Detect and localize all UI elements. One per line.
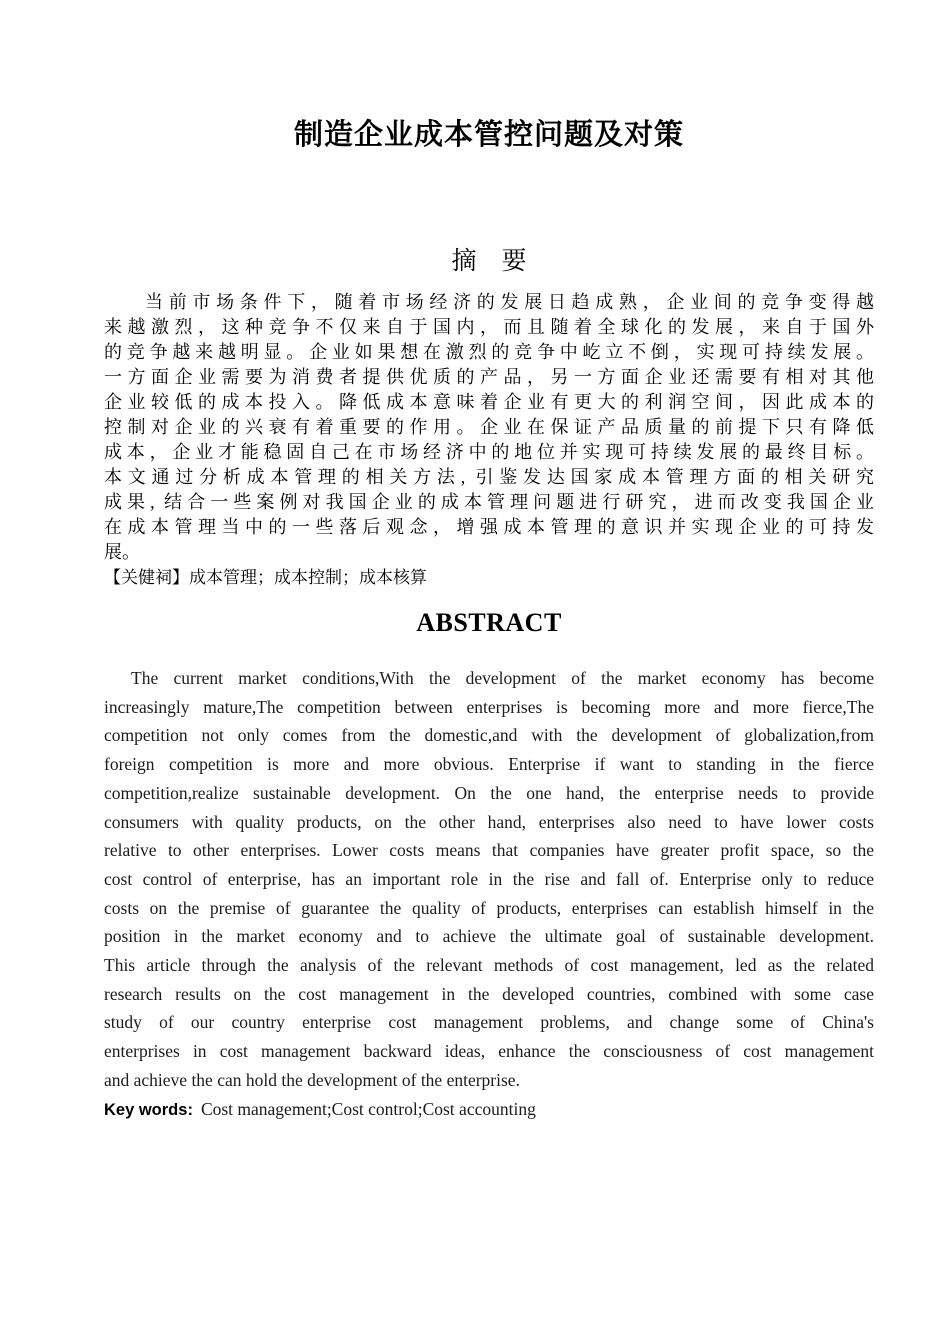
text-line: relative to other enterprises. Lower costs means that companies have greater profit space, so the xyxy=(104,840,874,861)
text-line: This article through the analysis of the relevant methods of cost management, led as the related xyxy=(104,955,874,976)
text-line: 成本，企业才能稳固自己在市场经济中的地位并实现可持续发展的最终目标。 xyxy=(104,442,874,462)
text-line: position in the market economy and to achieve the ultimate goal of sustainable development. xyxy=(104,926,874,947)
text-line: increasingly mature,The competition between enterprises is becoming more and more fierce,The xyxy=(104,696,874,717)
text-line: 来越激烈，这种竞争不仅来自于国内，而且随着全球化的发展，来自于国外 xyxy=(104,317,874,337)
document-title: 制造企业成本管控问题及对策 xyxy=(293,119,684,151)
text-line: 企业较低的成本投入。降低成本意味着企业有更大的利润空间，因此成本的 xyxy=(104,392,874,412)
abstract-cn-paragraph xyxy=(104,290,874,565)
text-line: 的竞争越来越明显。企业如果想在激烈的竞争中屹立不倒，实现可持续发展。 xyxy=(104,342,874,362)
text-line: 成果, 结合一些案例对我国企业的成本管理问题进行研究，进而改变我国企业 xyxy=(104,492,874,512)
text-line: study of our country enterprise cost management problems, and change some of China's xyxy=(104,1012,874,1033)
text-line: The current market conditions,With the development of the market economy has become xyxy=(131,668,874,688)
keywords-en-value: Cost management;Cost control;Cost accounting xyxy=(200,1098,536,1119)
text-line: cost control of enterprise, has an important role in the rise and fall of. Enterprise only to reduce xyxy=(104,868,874,889)
keywords-en-line xyxy=(104,1095,874,1125)
text-line: and achieve the can hold the development of the enterprise. xyxy=(104,1069,520,1090)
abstract-en-paragraph xyxy=(104,664,874,1095)
text-line: 本文通过分析成本管理的相关方法, 引鉴发达国家成本管理方面的相关研究 xyxy=(104,467,874,487)
text-line: competition,realize sustainable development. On the one hand, the enterprise needs to provide xyxy=(104,782,874,803)
keywords-cn-value: 成本管理；成本控制；成本核算 xyxy=(189,568,427,587)
keywords-en-label: Key words: xyxy=(104,1100,193,1119)
text-line: competition not only comes from the domestic,and with the development of globalization,from xyxy=(104,725,874,746)
text-line: costs on the premise of guarantee the quality of products, enterprises can establish himself in the xyxy=(104,897,874,918)
text-line: 展。 xyxy=(104,542,140,562)
keywords-cn-line xyxy=(104,565,874,590)
text-line: 当前市场条件下，随着市场经济的发展日趋成熟，企业间的竞争变得越 xyxy=(145,292,874,312)
text-line: 在成本管理当中的一些落后观念，增强成本管理的意识并实现企业的可持发 xyxy=(104,517,874,537)
keywords-cn-label: 【关健祠】 xyxy=(104,568,189,587)
text-line: enterprises in cost management backward ideas, enhance the consciousness of cost management xyxy=(104,1041,874,1062)
text-line: 控制对企业的兴衰有着重要的作用。企业在保证产品质量的前提下只有降低 xyxy=(104,417,874,437)
abstract-en-heading: ABSTRACT xyxy=(416,608,562,637)
text-line: consumers with quality products, on the other hand, enterprises also need to have lower costs xyxy=(104,811,874,832)
abstract-cn-heading: 摘 要 xyxy=(451,247,527,275)
text-line: 一方面企业需要为消费者提供优质的产品，另一方面企业还需要有相对其他 xyxy=(104,367,874,387)
text-line: foreign competition is more and more obvious. Enterprise if want to standing in the fierce xyxy=(104,754,874,775)
text-line: research results on the cost management in the developed countries, combined with some case xyxy=(104,983,874,1004)
